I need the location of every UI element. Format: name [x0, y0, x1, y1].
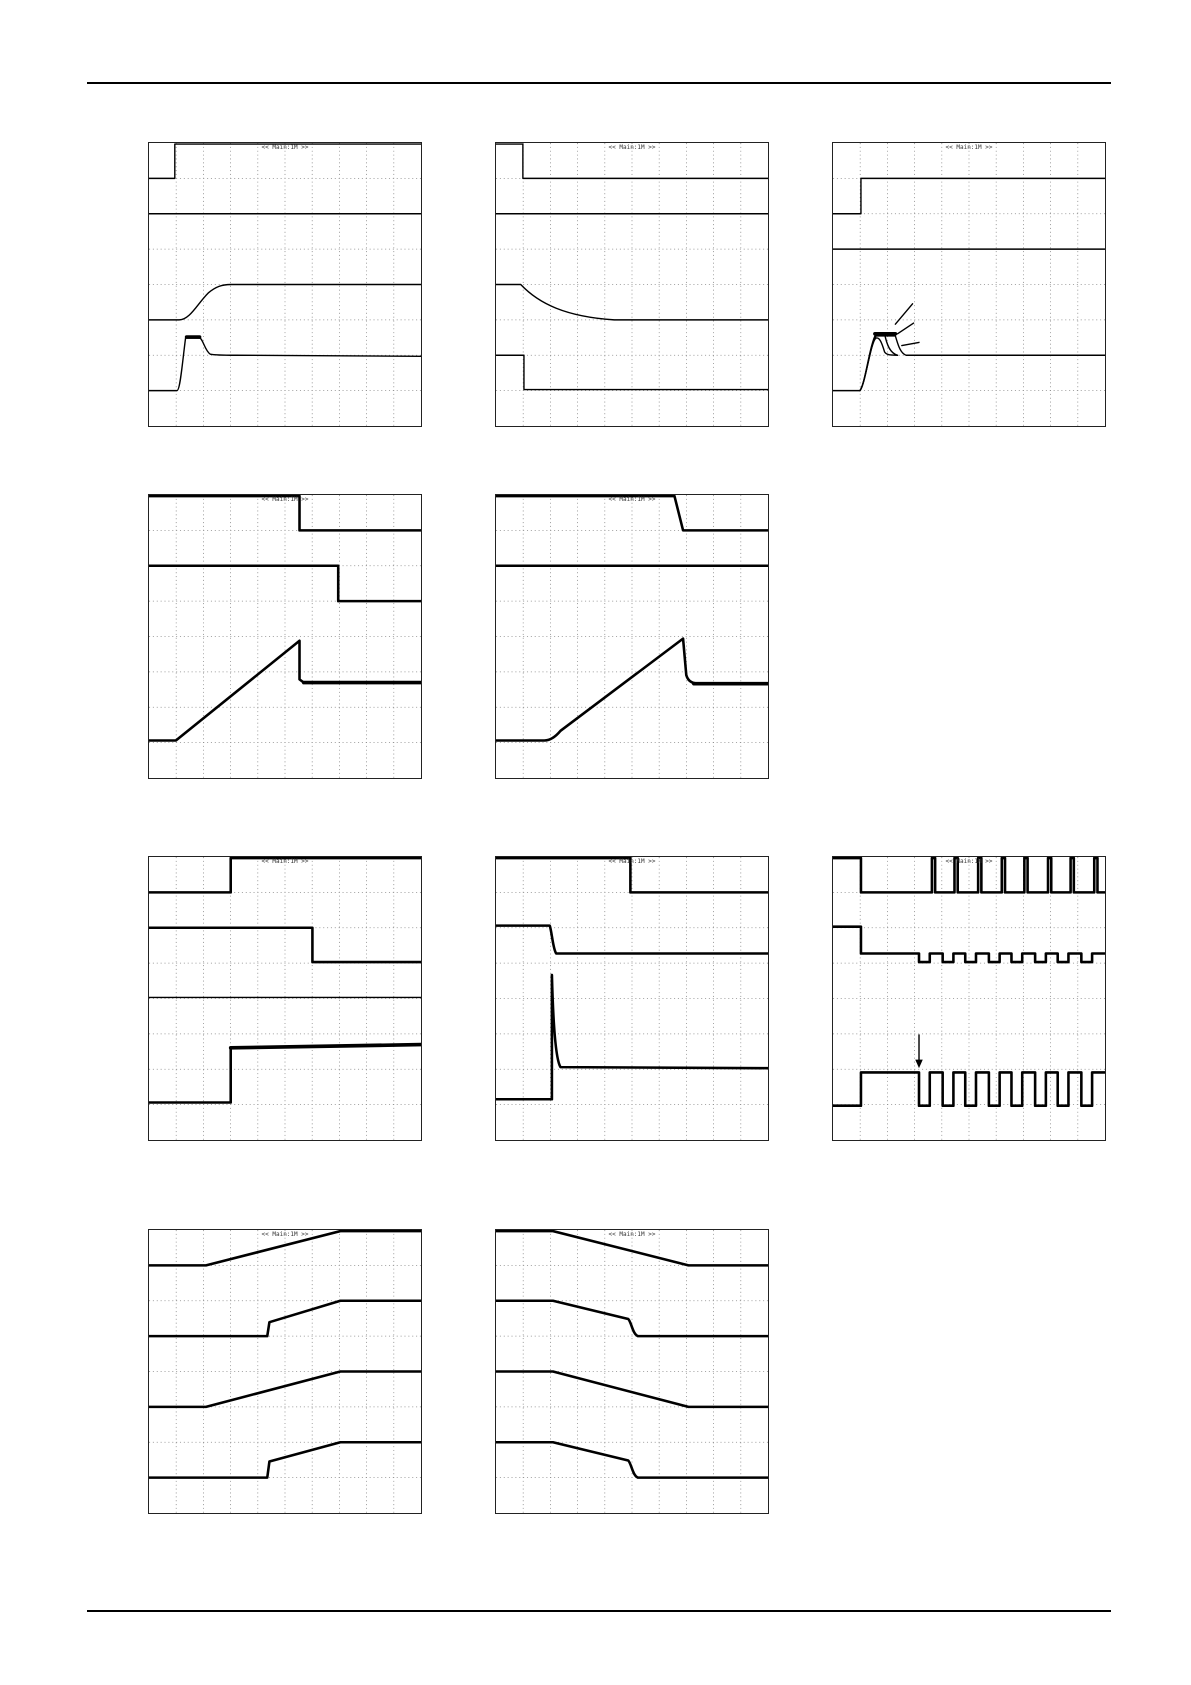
waveform-trace	[833, 927, 1105, 962]
waveform-trace	[149, 1048, 231, 1103]
graticule	[496, 495, 768, 778]
scope-header: << Main:1M >>	[608, 496, 656, 503]
waveform-plot	[833, 143, 1105, 426]
scope-capture-8	[832, 856, 1106, 1141]
graticule	[833, 143, 1105, 426]
waveform-plot	[149, 1230, 421, 1513]
waveform-trace	[149, 641, 421, 741]
scope-header: << Main:1M >>	[261, 144, 309, 151]
scope-capture-6	[148, 856, 422, 1141]
scope-capture-4	[148, 494, 422, 779]
scope-capture-1	[148, 142, 422, 427]
waveform-plot	[833, 857, 1105, 1140]
waveform-trace	[496, 975, 768, 1099]
scope-header: << Main:1M >>	[261, 496, 309, 503]
waveform-trace	[149, 1231, 421, 1265]
pointer-line	[898, 323, 914, 334]
pointer-line	[902, 342, 919, 345]
waveform-trace	[860, 334, 898, 391]
scope-header: << Main:1M >>	[608, 858, 656, 865]
waveform-trace	[149, 928, 421, 962]
waveform-trace	[496, 1231, 768, 1265]
scope-capture-9	[148, 1229, 422, 1514]
scope-header: << Main:1M >>	[945, 858, 993, 865]
scope-header: << Main:1M >>	[261, 858, 309, 865]
marker-arrow-head	[915, 1060, 923, 1069]
waveform-trace	[496, 496, 768, 530]
header-rule	[87, 82, 1111, 84]
pointer-line	[895, 304, 912, 324]
scope-capture-3	[832, 142, 1106, 427]
waveform-trace	[496, 926, 768, 954]
waveform-trace	[496, 858, 768, 892]
graticule	[833, 857, 1105, 1140]
scope-header: << Main:1M >>	[608, 144, 656, 151]
waveform-plot	[496, 495, 768, 778]
waveform-trace	[496, 144, 768, 178]
waveform-plot	[149, 495, 421, 778]
waveform-trace	[149, 858, 421, 892]
scope-capture-2	[495, 142, 769, 427]
waveform-trace	[833, 858, 1105, 892]
waveform-plot	[496, 143, 768, 426]
waveform-plot	[149, 143, 421, 426]
scope-header: << Main:1M >>	[608, 1231, 656, 1238]
scope-header: << Main:1M >>	[945, 144, 993, 151]
waveform-plot	[496, 1230, 768, 1513]
waveform-trace	[833, 178, 1105, 213]
waveform-plot	[496, 857, 768, 1140]
scope-header: << Main:1M >>	[261, 1231, 309, 1238]
scope-capture-10	[495, 1229, 769, 1514]
waveform-trace	[149, 496, 421, 530]
graticule	[496, 143, 768, 426]
waveform-trace	[231, 1045, 421, 1048]
waveform-plot	[149, 857, 421, 1140]
graticule	[496, 857, 768, 1140]
waveform-trace	[496, 355, 768, 389]
graticule	[149, 495, 421, 778]
waveform-trace	[149, 144, 421, 178]
scope-capture-7	[495, 856, 769, 1141]
graticule	[149, 857, 421, 1140]
waveform-trace	[149, 1442, 421, 1477]
waveform-trace	[496, 1442, 768, 1477]
footer-rule	[87, 1610, 1111, 1612]
waveform-trace	[860, 338, 898, 391]
scope-capture-5	[495, 494, 769, 779]
